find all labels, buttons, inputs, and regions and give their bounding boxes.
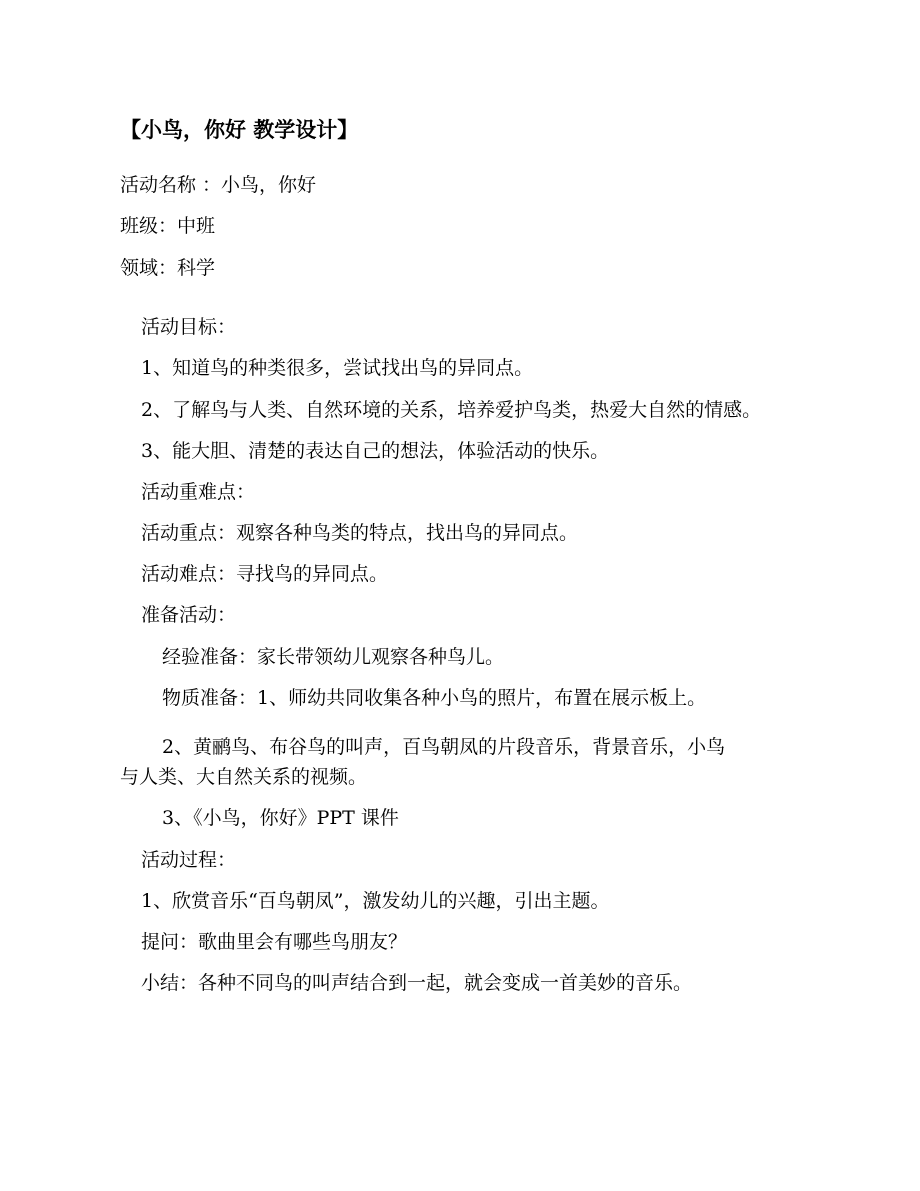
experience-preparation: 经验准备：家长带领幼儿观察各种鸟儿。	[162, 646, 505, 668]
material-preparation-2-cont: 与人类、大自然关系的视频。	[120, 766, 368, 788]
process-summary: 小结：各种不同鸟的叫声结合到一起，就会变成一首美妙的音乐。	[141, 972, 693, 994]
process-question: 提问：歌曲里会有哪些鸟朋友？	[141, 931, 408, 953]
document-title: 【小鸟，你好 教学设计】	[120, 118, 359, 142]
key-point: 活动重点：观察各种鸟类的特点，找出鸟的异同点。	[141, 522, 579, 544]
material-preparation-1: 物质准备：1、师幼共同收集各种小鸟的照片，布置在展示板上。	[162, 687, 707, 709]
goals-heading: 活动目标：	[141, 316, 237, 338]
process-heading: 活动过程：	[141, 849, 237, 871]
domain-field: 领域：科学	[120, 257, 216, 279]
preparation-heading: 准备活动：	[141, 604, 237, 626]
process-step: 1、欣赏音乐“百鸟朝凤”，激发幼儿的兴趣，引出主题。	[141, 890, 610, 912]
activity-name: 活动名称 ：小鸟，你好	[120, 174, 317, 196]
class-level: 班级：中班	[120, 215, 216, 237]
difficult-point: 活动难点：寻找鸟的异同点。	[141, 563, 389, 585]
goal-item: 1、知道鸟的种类很多，尝试找出鸟的异同点。	[141, 357, 534, 379]
goal-item: 2、了解鸟与人类、自然环境的关系，培养爱护鸟类，热爱大自然的情感。	[141, 399, 762, 421]
goal-item: 3、能大胆、清楚的表达自己的想法，体验活动的快乐。	[141, 440, 610, 462]
key-points-heading: 活动重难点：	[141, 481, 256, 503]
material-preparation-2: 2、黄鹂鸟、布谷鸟的叫声，百鸟朝凤的片段音乐，背景音乐，小鸟	[162, 736, 726, 758]
material-preparation-3: 3、《小鸟，你好》PPT 课件	[162, 807, 399, 829]
